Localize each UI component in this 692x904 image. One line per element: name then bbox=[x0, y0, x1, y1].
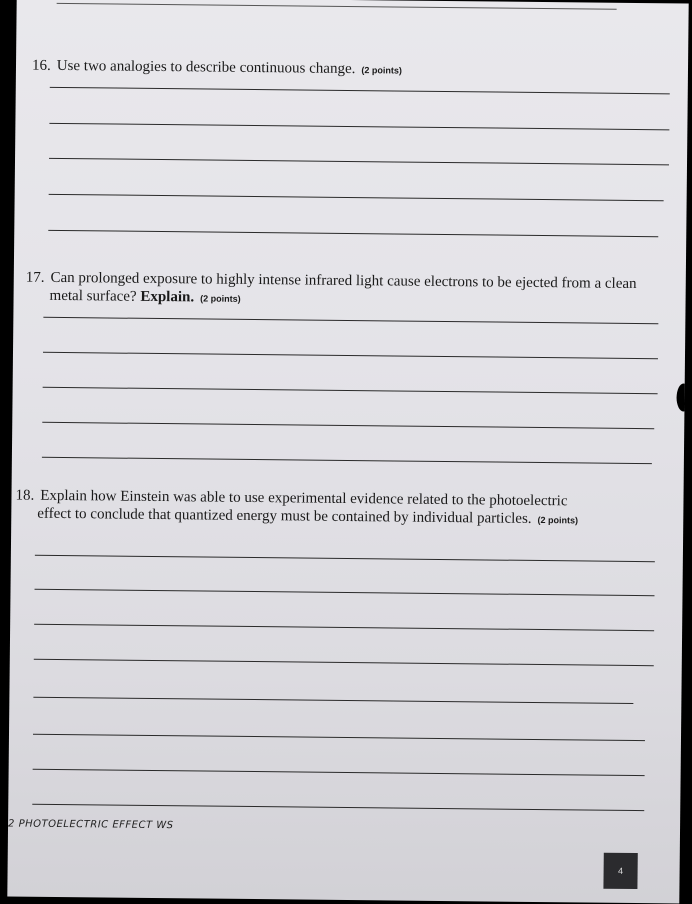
answer-line[interactable] bbox=[35, 555, 655, 562]
answer-line[interactable] bbox=[34, 624, 654, 631]
answer-line[interactable] bbox=[48, 230, 658, 237]
question-number: 16. bbox=[31, 57, 51, 74]
question-number: 17. bbox=[25, 269, 45, 286]
answer-line[interactable] bbox=[33, 734, 645, 741]
question-text: Use two analogies to describe continuous change. bbox=[56, 57, 356, 78]
answer-line[interactable] bbox=[42, 457, 652, 464]
question-number: 18. bbox=[15, 487, 35, 504]
answer-line[interactable] bbox=[42, 422, 654, 429]
answer-line[interactable] bbox=[34, 659, 654, 666]
points-label: (2 points) bbox=[200, 293, 241, 304]
answer-line[interactable] bbox=[43, 317, 658, 324]
answer-line[interactable] bbox=[33, 697, 633, 704]
points-label: (2 points) bbox=[361, 65, 402, 76]
answer-line[interactable] bbox=[35, 589, 655, 596]
answer-line[interactable] bbox=[33, 769, 645, 776]
page-number: 4 bbox=[603, 853, 637, 889]
question-text: Explain how Einstein was able to use experimental evidence related to the photoelectric bbox=[40, 487, 568, 510]
explain-label: Explain. bbox=[140, 288, 195, 306]
answer-line[interactable] bbox=[49, 194, 664, 201]
question-16 bbox=[32, 57, 402, 80]
top-rule bbox=[57, 3, 617, 10]
question-17 bbox=[25, 269, 636, 312]
worksheet-footer: 2 PHOTOELECTRIC EFFECT WS bbox=[8, 818, 174, 832]
answer-line[interactable] bbox=[32, 804, 644, 811]
worksheet-page bbox=[7, 0, 688, 903]
answer-line[interactable] bbox=[49, 158, 669, 165]
question-text-cont: effect to conclude that quantized energy must be contained by individual particles. bbox=[37, 505, 532, 527]
answer-line[interactable] bbox=[43, 352, 658, 359]
points-label: (2 points) bbox=[537, 514, 579, 526]
answer-line[interactable] bbox=[43, 387, 658, 394]
answer-line[interactable] bbox=[50, 87, 670, 94]
answer-line[interactable] bbox=[49, 123, 669, 130]
question-text: Can prolonged exposure to highly intense infrared light cause electrons to be ejected from a clean bbox=[50, 269, 637, 293]
question-18 bbox=[15, 487, 578, 530]
hole-punch bbox=[676, 383, 688, 411]
question-text-cont: metal surface? bbox=[49, 287, 137, 305]
